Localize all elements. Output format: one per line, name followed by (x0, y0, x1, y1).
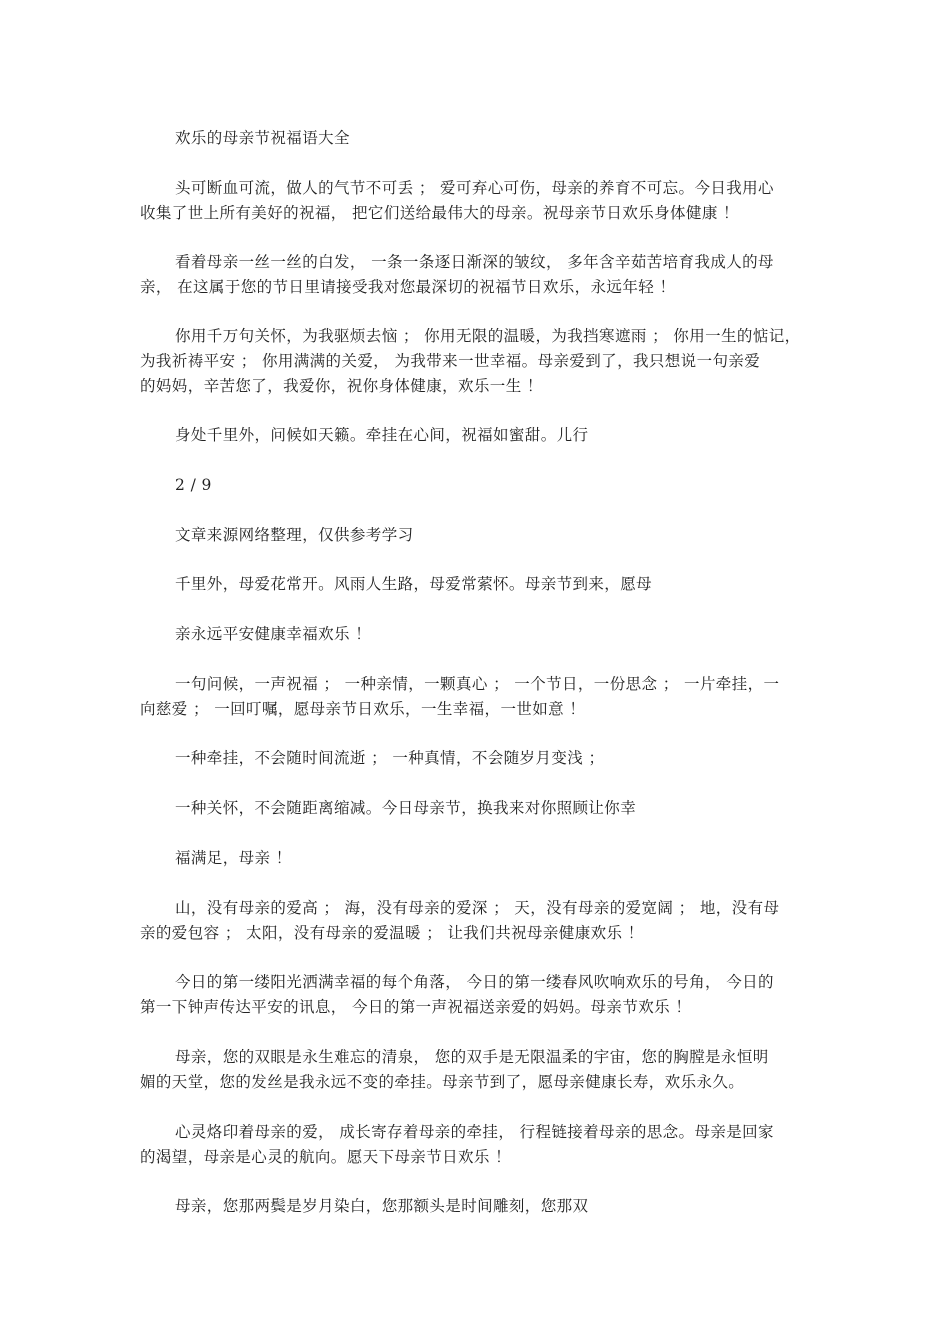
paragraph-line: 母亲，您的双眼是永生难忘的清泉， 您的双手是无限温柔的宇宙，您的胸膛是永恒明 (175, 1048, 769, 1066)
paragraph-line: 的妈妈，辛苦您了，我爱你，祝你身体健康，欢乐一生 ！ (140, 377, 543, 395)
page-number: 2 / 9 (175, 476, 212, 494)
paragraph-line: 亲， 在这属于您的节日里请接受我对您最深切的祝福节日欢乐，永远年轻 ！ (140, 278, 676, 296)
paragraph-line: 心灵烙印着母亲的爱， 成长寄存着母亲的牵挂， 行程链接着母亲的思念。母亲是回家 (175, 1123, 774, 1141)
paragraph-line: 亲永远平安健康幸福欢乐 ！ (175, 625, 372, 643)
paragraph-line: 看着母亲一丝一丝的白发， 一条一条逐日渐深的皱纹， 多年含辛茹苦培育我成人的母 (175, 253, 774, 271)
paragraph-line: 身处千里外，问候如天籁。牵挂在心间，祝福如蜜甜。儿行 (175, 426, 589, 444)
paragraph-line: 母亲，您那两鬓是岁月染白，您那额头是时间雕刻，您那双 (175, 1197, 589, 1215)
document-title: 欢乐的母亲节祝福语大全 (175, 129, 350, 147)
paragraph-line: 福满足，母亲 ！ (175, 849, 292, 867)
paragraph-line: 一种关怀，不会随距离缩减。今日母亲节，换我来对你照顾让你幸 (175, 799, 637, 817)
paragraph-line: 头可断血可流，做人的气节不可丢 ； 爱可弃心可伤，母亲的养育不可忘。今日我用心 (175, 179, 774, 197)
paragraph-line: 一种牵挂，不会随时间流逝 ； 一种真情，不会随岁月变浅 ； (175, 749, 605, 767)
paragraph-line: 山，没有母亲的爱高 ； 海，没有母亲的爱深 ； 天，没有母亲的爱宽阔 ； 地，没有母 (175, 899, 780, 917)
paragraph-line: 一句问候，一声祝福 ； 一种亲情，一颗真心 ； 一个节日，一份思念 ； 一片牵挂，一 (175, 675, 780, 693)
paragraph-line: 你用千万句关怀，为我驱烦去恼 ； 你用无限的温暖，为我挡寒遮雨 ； 你用一生的惦记， (175, 327, 801, 345)
paragraph-line: 收集了世上所有美好的祝福， 把它们送给最伟大的母亲。祝母亲节日欢乐身体健康 ！ (140, 204, 739, 222)
paragraph-line: 今日的第一缕阳光洒满幸福的每个角落， 今日的第一缕春风吹响欢乐的号角， 今日的 (175, 973, 774, 991)
paragraph-line: 媚的天堂，您的发丝是我永远不变的牵挂。母亲节到了，愿母亲健康长寿，欢乐永久。 (140, 1073, 745, 1091)
source-note: 文章来源网络整理，仅供参考学习 (175, 526, 414, 544)
paragraph-line: 千里外，母爱花常开。风雨人生路，母爱常萦怀。母亲节到来，愿母 (175, 575, 653, 593)
paragraph-line: 第一下钟声传达平安的讯息， 今日的第一声祝福送亲爱的妈妈。母亲节欢乐 ！ (140, 998, 692, 1016)
paragraph-line: 向慈爱 ； 一回叮嘱，愿母亲节日欢乐，一生幸福，一世如意 ！ (140, 700, 586, 718)
paragraph-line: 亲的爱包容 ； 太阳，没有母亲的爱温暖 ； 让我们共祝母亲健康欢乐 ！ (140, 924, 644, 942)
paragraph-line: 为我祈祷平安 ； 你用满满的关爱， 为我带来一世幸福。母亲爱到了，我只想说一句亲爱 (140, 352, 761, 370)
paragraph-line: 的渴望，母亲是心灵的航向。愿天下母亲节日欢乐 ！ (140, 1148, 512, 1166)
